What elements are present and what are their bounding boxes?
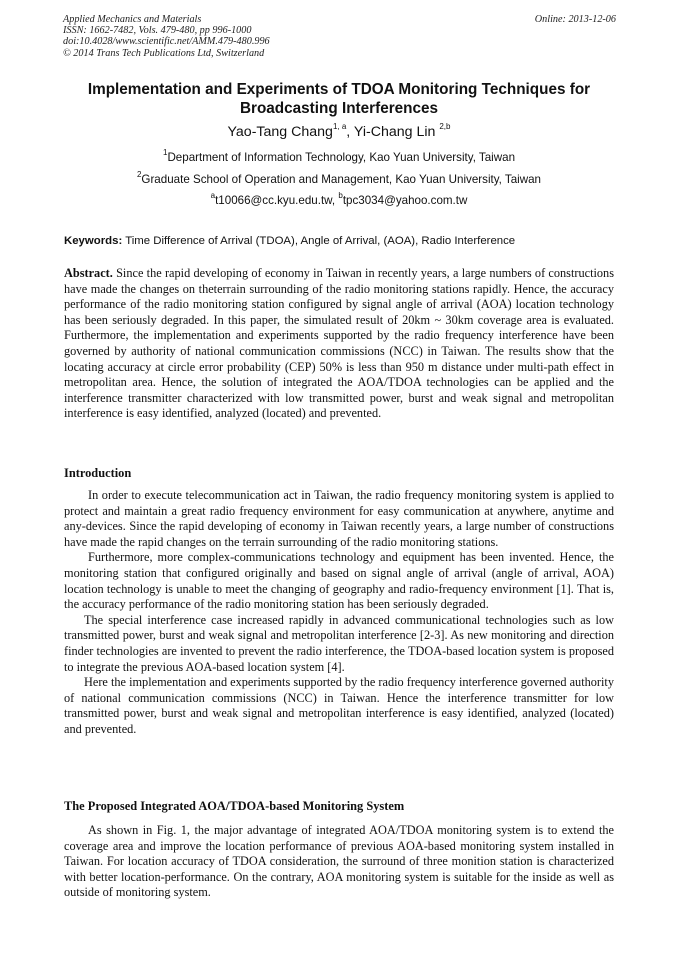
online-date: Online: 2013-12-06 <box>534 14 616 25</box>
affiliation-2 <box>0 170 678 187</box>
abstract-text: Since the rapid developing of economy in Taiwan in recently years, a large numbers of constructions have made the changes on theterrain surrounding of the radio monitoring stations rapidly. Hence, the accuracy performance of the radio monitoring station configured by signal angle of arrival (AOA) location technology has been seriously degraded. In this paper, the simulated result of 20km ~ 30km coverage area is evaluated. Furthermore, the implementation and experiments supported by the radio frequency interference have been governed by authority of national communication commissions (NCC) in Taiwan. The results show that the locating accuracy at circle error probability (CEP) 50% is less than 950 m distance under multi-path effect in metropolitan area. Hence, the solution of integrated the AOA/TDOA technologies can be applied and the interference transmitter characterized with low transmitted power, burst and weak signal and metropolitan interference is easy identified, analyzed (located) and prevented. <box>64 266 614 421</box>
paper-title: Implementation and Experiments of TDOA Monitoring Techniques for Broadcasting Interferences <box>87 81 591 117</box>
email-line <box>0 191 678 208</box>
affiliation-2-text: Graduate School of Operation and Management, Kao Yuan University, Taiwan <box>141 173 542 186</box>
author-2: Yi-Chang Lin <box>353 124 440 140</box>
proposed-heading: The Proposed Integrated AOA/TDOA-based Monitoring System <box>64 799 405 813</box>
intro-paragraph-1: In order to execute telecommunication act in Taiwan, the radio frequency monitoring system is applied to protect and maintain a great radio frequency environment for easy communication at anywhere, anytime and any-devices. Since the rapid developing of economy in Taiwan recently years, a large number of constructions have made the rapid changes on the terrain surrounding of the radio monitoring stations. <box>64 488 614 549</box>
affiliation-1 <box>0 148 678 165</box>
email-a: t10066@cc.kyu.edu.tw, <box>215 194 339 207</box>
keywords <box>64 234 624 248</box>
intro-paragraph-3: The special interference case increased rapidly in advanced communicational technologies such as low transmitted power, burst and weak signal and metropolitan interference [2-3]. As new monitoring and direction finder technologies are invented to prevent the radio interference, the TDOA-based location system is proposed to integrate the previous AOA-based location system [4]. <box>64 612 614 674</box>
proposed-body <box>64 823 614 901</box>
email-b-sup: b <box>338 191 343 201</box>
keywords-text: Time Difference of Arrival (TDOA), Angle of Arrival, (AOA), Radio Interference <box>122 235 516 247</box>
doi-line: doi:10.4028/www.scientific.net/AMM.479-480.996 <box>63 36 270 48</box>
copyright-line: © 2014 Trans Tech Publications Ltd, Switzerland <box>63 47 265 59</box>
abstract <box>64 266 614 422</box>
introduction-body <box>64 488 614 738</box>
intro-paragraph-4: Here the implementation and experiments supported by the radio frequency interference governed authority of national communication commissions (NCC) in Taiwan. Hence the interference transmitter for low transmitted power, burst and weak signal and metropolitan interference is easy identified, analyzed (located) and prevented. <box>64 675 614 736</box>
affiliation-2-sup: 2 <box>136 170 142 180</box>
author-1: Yao-Tang Chang <box>227 124 333 140</box>
author-2-sup: 2,b <box>439 122 451 132</box>
keywords-label: Keywords: <box>64 235 123 247</box>
abstract-label: Abstract. <box>64 266 113 280</box>
author-1-sup: 1, a <box>332 122 347 132</box>
journal-name: Applied Mechanics and Materials <box>63 14 202 25</box>
journal-header <box>63 14 270 59</box>
author-separator: , <box>346 124 354 140</box>
email-a-sup: a <box>210 191 216 201</box>
author-line <box>0 123 678 141</box>
intro-paragraph-2: Furthermore, more complex-communications technology and equipment has been invented. Hence, the monitoring station that configured originally and based on signal angle of arrival (angle of arrival, AOA) location technology is unable to meet the changing of geography and radio-frequency environment [1]. That is, the accuracy performance of the radio monitoring station has been seriously degraded. <box>64 550 614 612</box>
introduction-heading: Introduction <box>64 466 132 480</box>
issn-line: ISSN: 1662-7482, Vols. 479-480, pp 996-1000 <box>63 25 252 37</box>
proposed-paragraph-1: As shown in Fig. 1, the major advantage of integrated AOA/TDOA monitoring system is to extend the coverage area and improve the location performance of previous AOA-based monitoring system installed in Taiwan. For location accuracy of TDOA consideration, the surround of three monition station is characterized with better location-performance. On the contrary, AOA monitoring system is suitable for the inside as well as outside of monitoring system. <box>64 823 614 900</box>
affiliation-1-sup: 1 <box>162 148 168 158</box>
affiliation-1-text: Department of Information Technology, Kao Yuan University, Taiwan <box>167 151 516 164</box>
email-b: tpc3034@yahoo.com.tw <box>342 194 468 207</box>
